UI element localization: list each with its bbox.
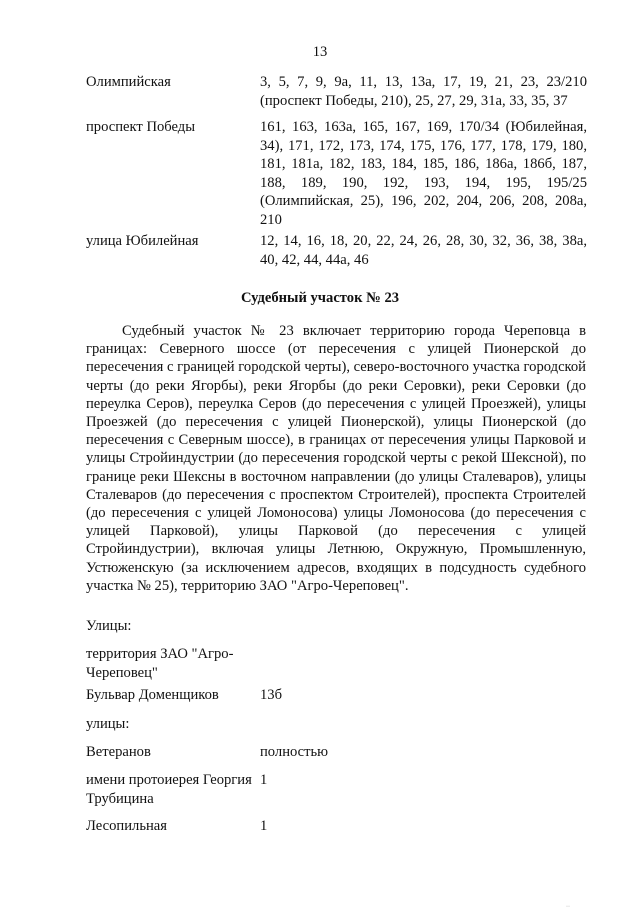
street-name: территория ЗАО "Агро-Череповец" [86, 646, 234, 681]
house-numbers: 1 [260, 818, 268, 834]
page-number: 13 [312, 44, 328, 60]
street-name: имени протоиерея Георгия Трубицина [86, 772, 252, 807]
street-name: Лесопильная [86, 818, 167, 834]
streets-label-2: улицы: [86, 716, 130, 732]
house-numbers: 1 [260, 772, 268, 788]
house-numbers: 161, 163, 163а, 165, 167, 169, 170/34 (Юбилейная, 34), 171, 172, 173, 174, 175, 176, 177, 178, 179, 180, 181, 181а, 182, 183, 184, 185, 186, 186а, 186б, 187, 188, 189, 190, 192, 193, 194, 195, 195/25 (Олимпийская, 25), 196, 202, 204, 206, 208, 208а, 210 [260, 119, 587, 228]
section-description: Судебный участок № 23 включает территорию города Череповца в границах: Северного шоссе (от пересечения с улицей Пионерской до пересечения с границей городской черты), северо-восточного участка городской черты (до реки Ягорбы), реки Ягорбы (до реки Серовки), реки Серовки (до переулка Серов), переулка Серов (до пересечения с улицей Проезжей), улицы Проезжей (до пересечения с улицей Пионерской), улицы Пионерской (до пересечения с Северным шоссе), в границах от пересечения улицы Парковой и улицы Стройиндустрии (до пересечения городской черты с рекой Шексной), по границе реки Шексны в восточном направлении (до улицы Сталеваров), улицы Сталеваров (до пересечения с проспектом Строителей), проспекта Строителей (до пересечения с улицей Ломоносова) улицы Ломоносова (до пересечения с улицей Парковой), улицы Парковой (до пересечения с улицей Стройиндустрии), включая улицы Летнюю, Окружную, Промышленную, Устюженскую (за исключением адресов, входящих в подсудность судебного участка № 25), территорию ЗАО "Агро-Череповец". [86, 323, 586, 594]
house-numbers: 13б [260, 687, 283, 703]
streets-label: Улицы: [86, 618, 132, 634]
page-footer-mark: ·· [566, 904, 570, 910]
house-numbers: полностью [260, 744, 329, 760]
section-title: Судебный участок № 23 [240, 290, 400, 306]
street-name: Ветеранов [86, 744, 151, 760]
street-name: проспект Победы [86, 119, 196, 135]
street-name: Бульвар Доменщиков [86, 687, 219, 703]
house-numbers: 3, 5, 7, 9, 9а, 11, 13, 13а, 17, 19, 21, 23, 23/210 (проспект Победы, 210), 25, 27, 29, 31а, 33, 35, 37 [260, 74, 587, 109]
street-name: Олимпийская [86, 74, 171, 90]
street-name: улица Юбилейная [86, 233, 199, 249]
house-numbers: 12, 14, 16, 18, 20, 22, 24, 26, 28, 30, 32, 36, 38, 38а, 40, 42, 44, 44а, 46 [260, 233, 587, 268]
